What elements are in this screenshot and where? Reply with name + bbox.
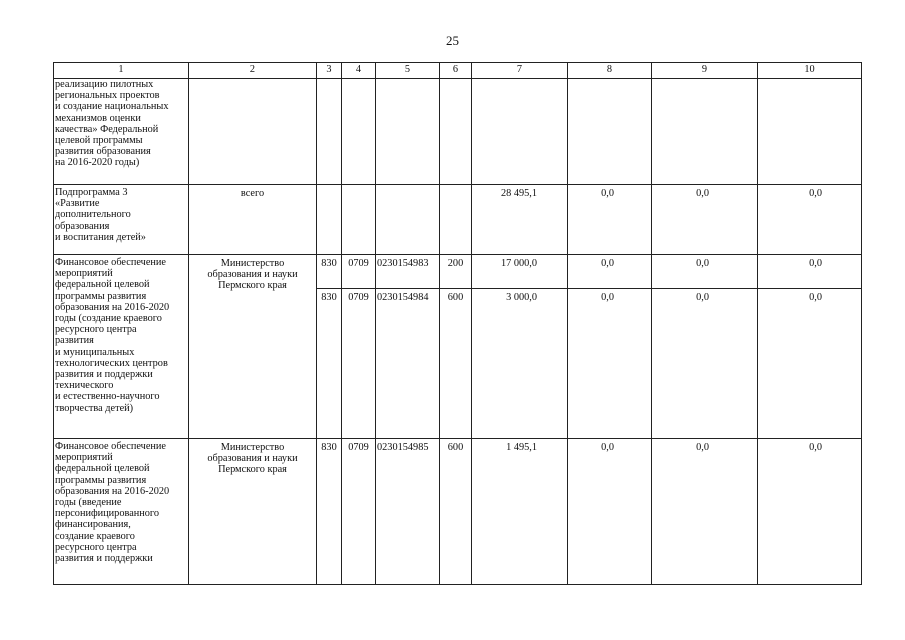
text-line: федеральной целевой <box>55 463 150 475</box>
amount-cell: 0,0 <box>652 289 758 439</box>
text-line: технологических центров <box>55 357 168 369</box>
responsible-cell: всего <box>189 185 317 255</box>
text-line: «Развитие <box>55 198 100 210</box>
text-line: реализацию пилотных <box>55 79 154 90</box>
column-header: 4 <box>342 63 376 79</box>
text-line: создание краевого <box>55 530 135 542</box>
table-row <box>54 185 862 255</box>
code-cell: 200 <box>440 255 472 289</box>
empty-cell <box>317 185 342 255</box>
text-line: развития <box>55 335 94 347</box>
code-cell: 600 <box>440 289 472 439</box>
amount-cell: 0,0 <box>652 255 758 289</box>
column-header: 5 <box>376 63 440 79</box>
empty-cell <box>342 79 376 185</box>
code-cell: 0230154984 <box>376 289 440 439</box>
amount-cell: 1 495,1 <box>472 439 568 585</box>
text-line: и воспитания детей» <box>55 231 146 243</box>
empty-cell <box>376 79 440 185</box>
text-line: годы (введение <box>55 497 122 509</box>
text-line: механизмов оценки <box>55 112 141 124</box>
column-header: 2 <box>189 63 317 79</box>
code-cell: 0230154985 <box>376 439 440 585</box>
text-line: ресурсного центра <box>55 541 137 553</box>
text-line: Пермского края <box>218 464 287 476</box>
text-line: развития и поддержки <box>55 553 153 565</box>
text-line: региональных проектов <box>55 90 160 102</box>
text-line: мероприятий <box>55 452 113 464</box>
text-line: программы развития <box>55 290 147 302</box>
text-line: на 2016-2020 годы) <box>55 157 140 169</box>
text-line: финансирования, <box>55 519 131 531</box>
text-line: технического <box>55 380 114 392</box>
text-line: образования <box>55 220 110 232</box>
text-line: ресурсного центра <box>55 324 137 336</box>
column-header: 1 <box>54 63 189 79</box>
empty-cell <box>376 185 440 255</box>
text-line: Министерство <box>220 442 285 453</box>
code-cell: 830 <box>317 255 342 289</box>
text-line: программы развития <box>55 474 147 486</box>
text-line: мероприятий <box>55 268 113 280</box>
budget-table <box>53 62 862 585</box>
text-line: и муниципальных <box>55 346 135 358</box>
amount-cell: 0,0 <box>568 255 652 289</box>
text-line: Пермского края <box>218 280 287 292</box>
column-header: 10 <box>758 63 862 79</box>
table-row <box>54 255 862 289</box>
amount-cell: 0,0 <box>568 289 652 439</box>
code-cell: 0709 <box>342 289 376 439</box>
text-line: дополнительного <box>55 209 131 221</box>
page-number: 25 <box>446 33 459 48</box>
amount-cell: 28 495,1 <box>472 185 568 255</box>
empty-cell <box>758 79 862 185</box>
amount-cell: 0,0 <box>758 185 862 255</box>
amount-cell: 3 000,0 <box>472 289 568 439</box>
code-cell: 830 <box>317 289 342 439</box>
responsible-cell <box>189 255 317 439</box>
table-row <box>54 439 862 585</box>
text-line: творчества детей) <box>55 402 134 414</box>
empty-cell <box>342 185 376 255</box>
empty-cell <box>568 79 652 185</box>
column-header: 7 <box>472 63 568 79</box>
row-description <box>54 439 189 585</box>
column-header: 9 <box>652 63 758 79</box>
text-line: федеральной целевой <box>55 279 150 291</box>
empty-cell <box>189 79 317 185</box>
text-line: Министерство <box>220 258 285 269</box>
empty-cell <box>440 185 472 255</box>
empty-cell <box>440 79 472 185</box>
empty-cell <box>317 79 342 185</box>
row-description <box>54 255 189 439</box>
amount-cell: 0,0 <box>758 439 862 585</box>
text-line: и естественно-научного <box>55 391 160 403</box>
text-line: образования на 2016-2020 <box>55 301 170 313</box>
table-row <box>54 79 862 185</box>
amount-cell: 17 000,0 <box>472 255 568 289</box>
text-line: качества» Федеральной <box>55 123 159 135</box>
text-line: Подпрограмма 3 <box>55 187 128 198</box>
code-cell: 0709 <box>342 255 376 289</box>
code-cell: 830 <box>317 439 342 585</box>
amount-cell: 0,0 <box>568 439 652 585</box>
amount-cell: 0,0 <box>758 255 862 289</box>
code-cell: 0230154983 <box>376 255 440 289</box>
column-header: 3 <box>317 63 342 79</box>
text-line: персонифицированного <box>55 508 160 520</box>
amount-cell: 0,0 <box>652 439 758 585</box>
row-description <box>54 185 189 255</box>
text-line: и создание национальных <box>55 101 169 113</box>
column-header: 8 <box>568 63 652 79</box>
column-header: 6 <box>440 63 472 79</box>
empty-cell <box>472 79 568 185</box>
text-line: образования на 2016-2020 <box>55 485 170 497</box>
amount-cell: 0,0 <box>652 185 758 255</box>
text-line: целевой программы <box>55 135 143 147</box>
empty-cell <box>652 79 758 185</box>
text-line: развития и поддержки <box>55 369 153 381</box>
amount-cell: 0,0 <box>758 289 862 439</box>
amount-cell: 0,0 <box>568 185 652 255</box>
text-line: Финансовое обеспечение <box>55 257 166 268</box>
row-description <box>54 79 189 185</box>
responsible-cell <box>189 439 317 585</box>
text-line: годы (создание краевого <box>55 313 162 325</box>
text-line: образования и науки <box>207 453 298 465</box>
code-cell: 0709 <box>342 439 376 585</box>
text-line: образования и науки <box>207 269 298 281</box>
code-cell: 600 <box>440 439 472 585</box>
text-line: развития образования <box>55 146 151 158</box>
text-line: Финансовое обеспечение <box>55 441 166 452</box>
table-header-row <box>54 63 862 79</box>
